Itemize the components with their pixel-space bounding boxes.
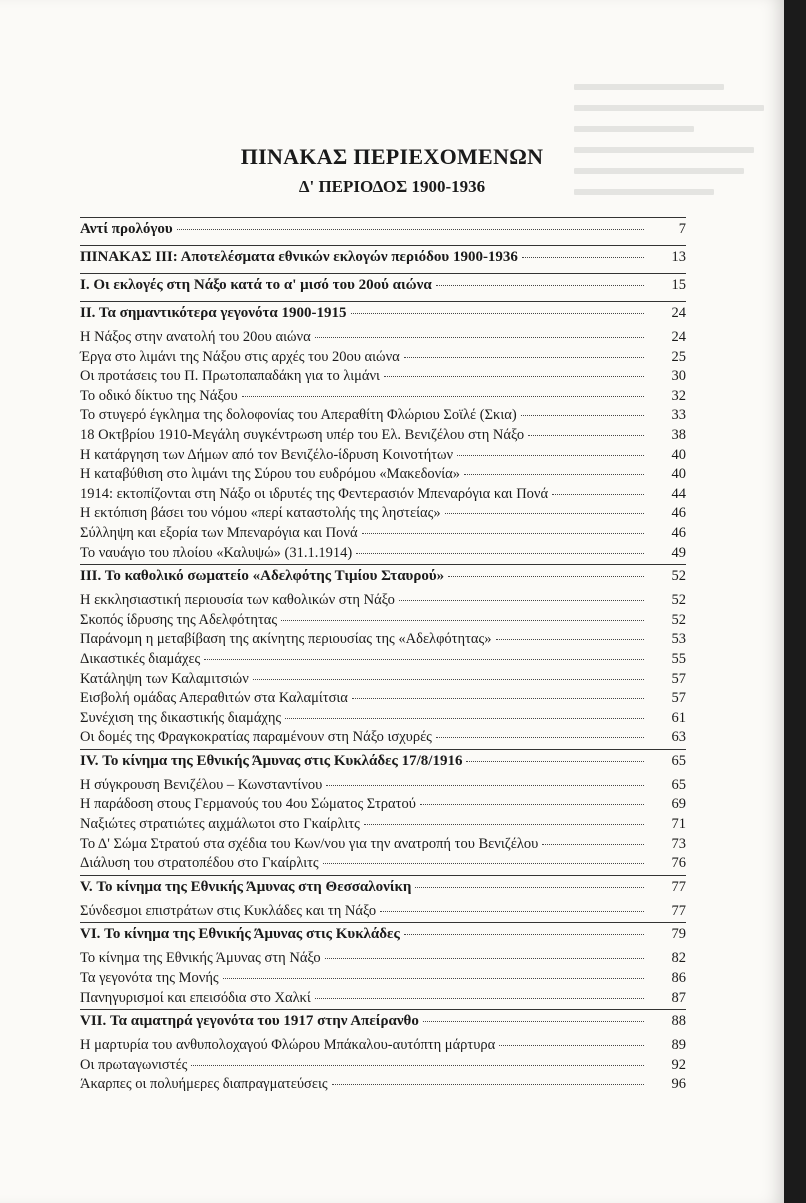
dot-leader: [177, 229, 644, 230]
toc-entry-title: Η παράδοση στους Γερμανούς του 4ου Σώματος Στρατού: [80, 796, 416, 813]
toc-entry[interactable]: [80, 1037, 686, 1057]
toc-entry-title: Το στυγερό έγκλημα της δολοφονίας του Απεραθίτη Φλώριου Σοϊλέ (Σκια): [80, 407, 517, 424]
toc-entry[interactable]: [80, 368, 686, 388]
toc-page-number: 73: [671, 835, 686, 852]
toc-entry-title: Το ναυάγιο του πλοίου «Καλυψώ» (31.1.1914): [80, 544, 353, 561]
toc-entry[interactable]: [80, 777, 686, 797]
toc-entry[interactable]: [80, 796, 686, 816]
dot-leader: [464, 474, 644, 475]
toc-entry-title: Ναξιώτες στρατιώτες αιχμάλωτοι στο Γκαίρλιτς: [80, 816, 360, 833]
toc-entry-title: ΙΙ. Τα σημαντικότερα γεγονότα 1900-1915: [80, 305, 347, 321]
toc-page-number: 52: [671, 611, 686, 628]
toc-entry-title: Έργα στο λιμάνι της Νάξου στις αρχές του 20ου αιώνα: [80, 348, 400, 365]
toc-chapter-entry[interactable]: [80, 1010, 686, 1037]
toc-chapter-entry[interactable]: [80, 750, 686, 777]
dot-leader: [415, 887, 644, 888]
toc-entry[interactable]: [80, 525, 686, 545]
toc-entry[interactable]: [80, 505, 686, 525]
toc-entry-title: Παράνομη η μεταβίβαση της ακίνητης περιουσίας της «Αδελφότητας»: [80, 631, 492, 648]
toc-entry[interactable]: [80, 349, 686, 369]
page-title: ΠΙΝΑΚΑΣ ΠΕΡΙΕΧΟΜΕΝΩΝ: [240, 144, 544, 169]
toc-page-number: 79: [671, 926, 686, 943]
toc-entry[interactable]: [80, 388, 686, 408]
dot-leader: [323, 863, 644, 864]
toc-section: [80, 1009, 686, 1096]
toc-page-number: 46: [671, 524, 686, 541]
toc-entry-title: Οι δομές της Φραγκοκρατίας παραμένουν στη Νάξο ισχυρές: [80, 729, 432, 746]
dot-leader: [522, 257, 644, 258]
toc-entry-title: Τα γεγονότα της Μονής: [80, 970, 219, 987]
dot-leader: [436, 737, 644, 738]
toc-entry[interactable]: [80, 545, 686, 565]
toc-chapter-entry[interactable]: [80, 274, 686, 301]
toc-entry[interactable]: [80, 1057, 686, 1077]
toc-page-number: 71: [671, 816, 686, 833]
toc-page-number: 57: [671, 670, 686, 687]
toc-entry-title: Η μαρτυρία του ανθυπολοχαγού Φλώρου Μπάκαλου-αυτόπτη μάρτυρα: [80, 1037, 496, 1054]
dot-leader: [364, 824, 644, 825]
toc-entry-title: Σκοπός ίδρυσης της Αδελφότητας: [80, 611, 278, 628]
toc-section: [80, 217, 686, 245]
toc-entry[interactable]: [80, 690, 686, 710]
toc-chapter-entry[interactable]: [80, 923, 686, 950]
toc-page-number: 77: [671, 878, 686, 895]
dot-leader: [423, 1021, 644, 1022]
toc-page-number: 13: [671, 249, 686, 265]
dot-leader: [521, 415, 644, 416]
toc-page-number: 88: [671, 1013, 686, 1030]
dot-leader: [281, 620, 644, 621]
toc-page-number: 7: [678, 221, 686, 237]
toc-chapter-entry[interactable]: [80, 876, 686, 903]
dot-leader: [191, 1065, 644, 1066]
toc-page-number: 25: [671, 348, 686, 365]
toc-entry[interactable]: [80, 671, 686, 691]
toc-page-number: 89: [671, 1037, 686, 1054]
dot-leader: [326, 785, 644, 786]
toc-section: [80, 245, 686, 273]
toc-entry-title: Η σύγκρουση Βενιζέλου – Κωνσταντίνου: [80, 776, 323, 793]
toc-entry[interactable]: [80, 651, 686, 671]
toc-page-number: 24: [671, 329, 686, 345]
toc-page-number: 53: [671, 631, 686, 648]
dot-leader: [542, 844, 644, 845]
toc-entry-title: Η εκτόπιση βάσει του νόμου «περί καταστολής της ληστείας»: [80, 505, 441, 522]
toc-entry-title: Αντί προλόγου: [80, 221, 173, 237]
toc-entry[interactable]: [80, 466, 686, 486]
toc-section: [80, 922, 686, 1009]
toc-page-number: 65: [671, 776, 686, 793]
dot-leader: [466, 761, 644, 762]
toc-page-number: 52: [671, 592, 686, 609]
toc-entry[interactable]: [80, 631, 686, 651]
toc-page-number: 69: [671, 796, 686, 813]
toc-page-number: 92: [671, 1056, 686, 1073]
toc-page-number: 77: [671, 902, 686, 919]
toc-entry[interactable]: [80, 407, 686, 427]
toc-entry-title: Το οδικό δίκτυο της Νάξου: [80, 387, 238, 404]
toc-entry-title: Σύλληψη και εξορία των Μπεναρόγια και Πονά: [80, 524, 358, 541]
toc-entry[interactable]: [80, 486, 686, 506]
toc-section: [80, 564, 686, 749]
toc-page-number: 33: [671, 407, 686, 424]
toc-entry-title: Ι. Οι εκλογές στη Νάξο κατά το α' μισό του 20ού αιώνα: [80, 277, 432, 293]
dot-leader: [404, 357, 644, 358]
toc-page-number: 46: [671, 505, 686, 522]
toc-entry-title: Δικαστικές διαμάχες: [80, 650, 201, 667]
toc-page-number: 24: [671, 305, 686, 321]
table-of-contents: [80, 217, 686, 1096]
toc-entry[interactable]: [80, 729, 686, 749]
toc-entry[interactable]: [80, 427, 686, 447]
toc-entry[interactable]: [80, 855, 686, 875]
toc-entry-title: Η Νάξος στην ανατολή του 20ου αιώνα: [80, 329, 311, 345]
dot-leader: [528, 435, 644, 436]
dot-leader: [457, 455, 644, 456]
toc-entry[interactable]: [80, 329, 686, 349]
toc-entry-title: VII. Τα αιματηρά γεγονότα του 1917 στην Απείρανθο: [80, 1013, 419, 1030]
toc-entry-title: Συνέχιση της δικαστικής διαμάχης: [80, 709, 282, 726]
toc-entry-title: Το κίνημα της Εθνικής Άμυνας στη Νάξο: [80, 950, 321, 967]
dot-leader: [384, 376, 644, 377]
dot-leader: [445, 513, 644, 514]
toc-entry-title: Κατάληψη των Καλαμιτσιών: [80, 670, 249, 687]
dot-leader: [499, 1045, 644, 1046]
toc-entry-title: Το Δ' Σώμα Στρατού στα σχέδια του Κων/νου για την ανατροπή του Βενιζέλου: [80, 835, 539, 852]
toc-page-number: 38: [671, 426, 686, 443]
toc-chapter-entry[interactable]: [80, 246, 686, 273]
toc-entry[interactable]: [80, 816, 686, 836]
dot-leader: [242, 396, 644, 397]
toc-entry-title: Πανηγυρισμοί και επεισόδια στο Χαλκί: [80, 989, 311, 1006]
toc-page-number: 52: [671, 568, 686, 585]
toc-page-number: 96: [671, 1076, 686, 1093]
toc-entry-title: Η καταβύθιση στο λιμάνι της Σύρου του ευδρόμου «Μακεδονία»: [80, 466, 460, 483]
toc-chapter-entry[interactable]: [80, 565, 686, 592]
toc-section: [80, 273, 686, 301]
dot-leader: [204, 659, 644, 660]
toc-entry[interactable]: [80, 1076, 686, 1096]
toc-page-number: 15: [671, 277, 686, 293]
toc-entry[interactable]: [80, 950, 686, 970]
toc-page-number: 87: [671, 989, 686, 1006]
toc-section: [80, 749, 686, 875]
toc-page-number: 82: [671, 950, 686, 967]
toc-page-number: 55: [671, 650, 686, 667]
toc-entry[interactable]: [80, 970, 686, 990]
dot-leader: [552, 494, 644, 495]
toc-entry[interactable]: [80, 612, 686, 632]
toc-page-number: 86: [671, 970, 686, 987]
dot-leader: [362, 533, 644, 534]
toc-section: [80, 301, 686, 564]
dot-leader: [315, 998, 644, 999]
dot-leader: [404, 934, 644, 935]
dot-leader: [356, 553, 644, 554]
toc-entry[interactable]: [80, 592, 686, 612]
dot-leader: [253, 679, 644, 680]
toc-entry[interactable]: [80, 836, 686, 856]
dot-leader: [496, 639, 644, 640]
dot-leader: [332, 1084, 644, 1085]
toc-page-number: 61: [671, 709, 686, 726]
toc-entry-title: Διάλυση του στρατοπέδου στο Γκαίρλιτς: [80, 855, 319, 872]
toc-entry-title: Η κατάργηση των Δήμων από τον Βενιζέλο-ίδρυση Κοινοτήτων: [80, 446, 454, 463]
toc-page-number: 32: [671, 387, 686, 404]
toc-entry-title: ΙΙΙ. Το καθολικό σωματείο «Αδελφότης Τιμίου Σταυρού»: [80, 568, 445, 585]
dot-leader: [399, 600, 644, 601]
toc-entry-title: VI. Το κίνημα της Εθνικής Άμυνας στις Κυκλάδες: [80, 926, 400, 943]
toc-chapter-entry[interactable]: [80, 218, 686, 245]
dot-leader: [352, 698, 644, 699]
toc-section: [80, 875, 686, 923]
toc-page-number: 57: [671, 690, 686, 707]
dot-leader: [315, 337, 644, 338]
toc-entry-title: Οι προτάσεις του Π. Πρωτοπαπαδάκη για το λιμάνι: [80, 368, 380, 385]
toc-entry-title: V. Το κίνημα της Εθνικής Άμυνας στη Θεσσαλονίκη: [80, 878, 412, 895]
dot-leader: [223, 978, 644, 979]
toc-page-number: 40: [671, 446, 686, 463]
toc-entry[interactable]: [80, 990, 686, 1010]
dot-leader: [285, 718, 644, 719]
toc-page-number: 40: [671, 466, 686, 483]
dot-leader: [351, 313, 644, 314]
toc-entry[interactable]: [80, 710, 686, 730]
dot-leader: [448, 576, 644, 577]
toc-entry-title: Άκαρπες οι πολυήμερες διαπραγματεύσεις: [80, 1076, 328, 1093]
dot-leader: [436, 285, 644, 286]
toc-entry-title: ΠΙΝΑΚΑΣ ΙΙΙ: Αποτελέσματα εθνικών εκλογών περιόδου 1900-1936: [80, 249, 518, 265]
toc-entry-title: Σύνδεσμοι επιστράτων στις Κυκλάδες και τη Νάξο: [80, 902, 377, 919]
toc-page-number: 49: [671, 544, 686, 561]
page-subtitle: Δ' ΠΕΡΙΟΔΟΣ 1900-1936: [298, 177, 486, 196]
toc-page-number: 44: [671, 485, 686, 502]
toc-page-number: 65: [671, 752, 686, 769]
toc-entry[interactable]: [80, 903, 686, 923]
toc-entry-title: IV. Το κίνημα της Εθνικής Άμυνας στις Κυκλάδες 17/8/1916: [80, 752, 463, 769]
toc-chapter-entry[interactable]: [80, 302, 686, 329]
toc-entry-title: Οι πρωταγωνιστές: [80, 1056, 188, 1073]
dot-leader: [420, 804, 644, 805]
toc-page-number: 30: [671, 368, 686, 385]
dot-leader: [325, 958, 644, 959]
toc-page-number: 63: [671, 729, 686, 746]
toc-entry-title: Η εκκλησιαστική περιουσία των καθολικών στη Νάξο: [80, 592, 395, 609]
toc-page-number: 76: [671, 855, 686, 872]
dot-leader: [380, 911, 644, 912]
toc-entry-title: Εισβολή ομάδας Απεραθιτών στα Καλαμίτσια: [80, 690, 348, 707]
toc-entry[interactable]: [80, 447, 686, 467]
toc-entry-title: 18 Οκτβρίου 1910-Μεγάλη συγκέντρωση υπέρ του Ελ. Βενιζέλου στη Νάξο: [80, 426, 525, 443]
toc-entry-title: 1914: εκτοπίζονται στη Νάξο οι ιδρυτές της Φεντερασιόν Μπεναρόγια και Πονά: [80, 485, 549, 502]
